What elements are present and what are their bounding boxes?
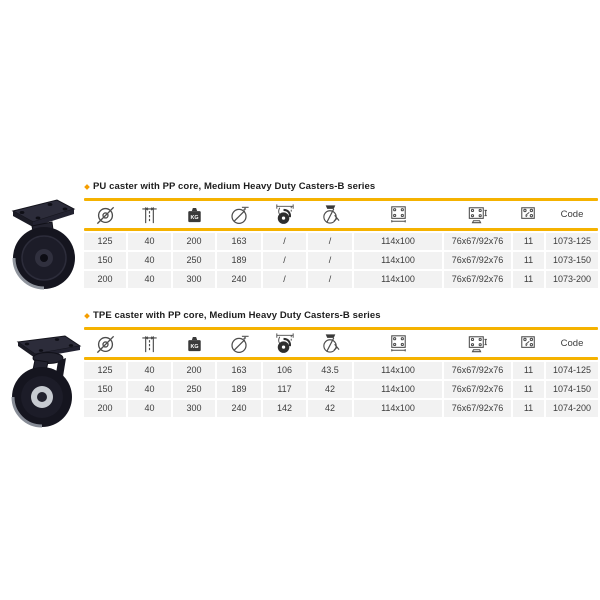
divider-line-bottom [84,357,598,360]
table-body [84,233,598,288]
swivel-caster-photo [10,333,80,429]
spec-cell-r2-c1: 40 [128,271,171,288]
rigid-caster-illustration [10,196,78,292]
spec-cell-r1-c5: 42 [308,381,352,398]
spec-table [84,198,598,288]
spec-cell-r1-c7: 76x67/92x76 [444,381,511,398]
spec-cell-r2-c3: 240 [217,400,261,417]
spec-cell-r0-c2: 200 [173,362,215,379]
table-header-row [84,330,598,357]
spec-cell-r0-c7: 76x67/92x76 [444,233,511,250]
divider-line-bottom [84,228,598,231]
spec-cell-r1-c4: / [263,252,306,269]
plate-size-icon [354,330,442,357]
swivel-radius-icon [263,330,306,357]
spec-cell-r0-c7: 76x67/92x76 [444,362,511,379]
spec-cell-r0-c1: 40 [128,362,171,379]
spec-cell-r1-c1: 40 [128,381,171,398]
spec-cell-r0-c6: 114x100 [354,233,442,250]
spec-cell-r2-c8: 11 [513,271,544,288]
spec-cell-r0-c4: 106 [263,362,306,379]
spec-cell-r1-c6: 114x100 [354,381,442,398]
section-title-bar [85,307,381,324]
wheel-diameter-icon [84,201,126,228]
spec-cell-r1-c1: 40 [128,252,171,269]
swivel-radius-icon [263,201,306,228]
spec-cell-r1-c9: 1073-150 [546,252,598,269]
spec-cell-r2-c6: 114x100 [354,400,442,417]
spec-cell-r2-c7: 76x67/92x76 [444,400,511,417]
tpe-caster-section [0,307,600,425]
spec-cell-r0-c3: 163 [217,233,261,250]
spec-cell-r2-c3: 240 [217,271,261,288]
section-title: PU caster with PP core, Medium Heavy Duty Casters-B series [93,181,376,192]
spec-cell-r2-c9: 1074-200 [546,400,598,417]
spec-cell-r1-c0: 150 [84,381,126,398]
bolt-hole-diameter-icon [513,201,544,228]
spec-cell-r2-c5: / [308,271,352,288]
spec-cell-r1-c6: 114x100 [354,252,442,269]
spec-cell-r2-c4: / [263,271,306,288]
spec-cell-r0-c6: 114x100 [354,362,442,379]
wheel-diameter-icon [84,330,126,357]
spec-cell-r0-c5: 43.5 [308,362,352,379]
spec-cell-r0-c9: 1073-125 [546,233,598,250]
svg-text:KG: KG [189,214,199,221]
spec-cell-r1-c2: 250 [173,381,215,398]
bolt-hole-spacing-icon [444,201,511,228]
spec-cell-r1-c9: 1074-150 [546,381,598,398]
spec-cell-r0-c0: 125 [84,233,126,250]
bullet-icon [84,313,90,319]
bolt-hole-spacing-icon [444,330,511,357]
spec-cell-r1-c5: / [308,252,352,269]
wheel-width-icon [128,201,171,228]
code-column-header: Code [546,330,598,357]
section-title: TPE caster with PP core, Medium Heavy Duty Casters-B series [93,310,381,321]
spec-cell-r2-c2: 300 [173,271,215,288]
section-title-bar [85,178,375,195]
spec-cell-r1-c8: 11 [513,381,544,398]
pu-caster-section [0,178,600,296]
spec-cell-r0-c3: 163 [217,362,261,379]
spec-cell-r2-c4: 142 [263,400,306,417]
spec-cell-r2-c9: 1073-200 [546,271,598,288]
table-header-row [84,201,598,228]
spec-cell-r1-c2: 250 [173,252,215,269]
spec-cell-r2-c0: 200 [84,400,126,417]
bullet-icon [84,184,90,190]
load-capacity-icon [173,201,215,228]
spec-cell-r2-c6: 114x100 [354,271,442,288]
spec-cell-r0-c8: 11 [513,362,544,379]
spec-cell-r0-c8: 11 [513,233,544,250]
code-column-header: Code [546,201,598,228]
spec-cell-r1-c3: 189 [217,252,261,269]
table-body [84,362,598,417]
spec-cell-r1-c3: 189 [217,381,261,398]
spec-cell-r0-c1: 40 [128,233,171,250]
spec-cell-r0-c2: 200 [173,233,215,250]
spec-cell-r0-c9: 1074-125 [546,362,598,379]
brake-icon [308,201,352,228]
mounting-height-icon [217,201,261,228]
spec-cell-r2-c1: 40 [128,400,171,417]
spec-cell-r0-c4: / [263,233,306,250]
spec-cell-r0-c5: / [308,233,352,250]
load-capacity-icon [173,330,215,357]
wheel-width-icon [128,330,171,357]
spec-cell-r2-c5: 42 [308,400,352,417]
spec-table [84,327,598,417]
spec-cell-r0-c0: 125 [84,362,126,379]
svg-text:KG: KG [189,343,199,350]
spec-cell-r1-c0: 150 [84,252,126,269]
spec-cell-r2-c2: 300 [173,400,215,417]
spec-cell-r1-c4: 117 [263,381,306,398]
swivel-caster-illustration [10,333,82,429]
spec-cell-r2-c8: 11 [513,400,544,417]
brake-icon [308,330,352,357]
plate-size-icon [354,201,442,228]
spec-cell-r2-c7: 76x67/92x76 [444,271,511,288]
mounting-height-icon [217,330,261,357]
spec-cell-r2-c0: 200 [84,271,126,288]
spec-cell-r1-c7: 76x67/92x76 [444,252,511,269]
spec-cell-r1-c8: 11 [513,252,544,269]
rigid-caster-photo [10,196,80,292]
bolt-hole-diameter-icon [513,330,544,357]
